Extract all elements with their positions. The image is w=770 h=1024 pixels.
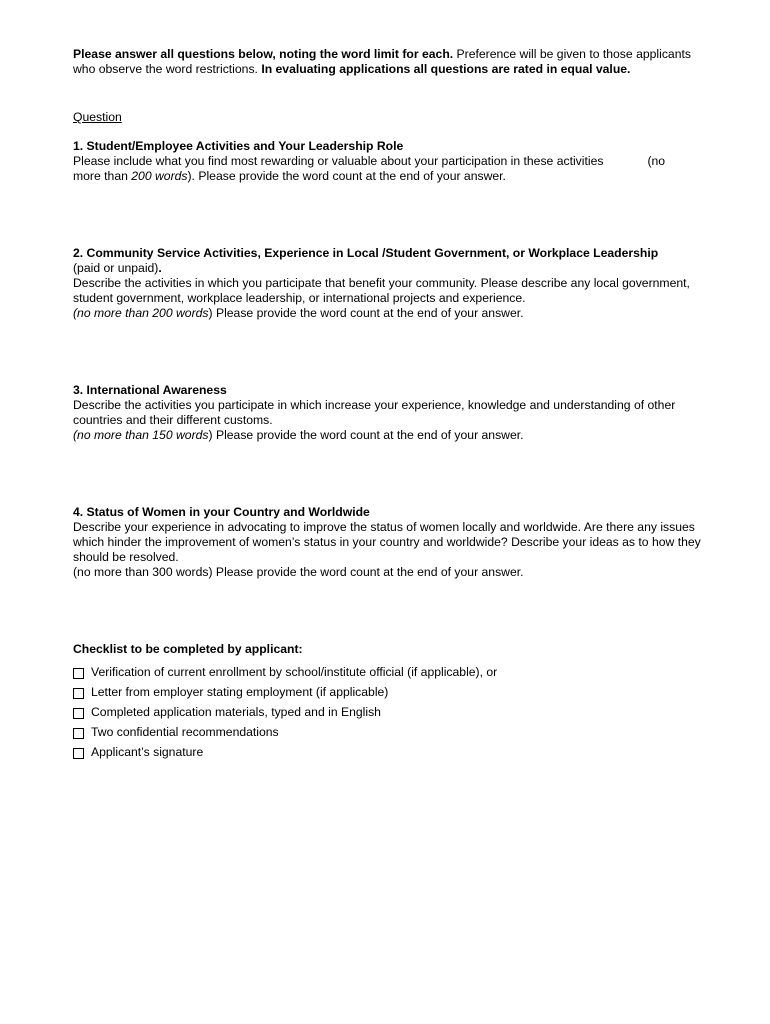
checkbox-icon[interactable] [73,728,84,739]
intro-paragraph [73,47,713,77]
question-2-subtitle: (paid or unpaid) [73,261,159,275]
checklist-item-label: Applicant’s signature [91,745,204,759]
intro-bold-lead: Please answer all questions below, noting the word limit for each. [73,47,454,61]
question-1 [73,139,713,184]
checklist-item-employer-letter [73,685,713,705]
question-2-word-limit: 200 words [152,306,209,320]
question-3-word-limit: 150 words [152,428,209,442]
question-1-word-limit: 200 words [131,169,188,183]
checklist-title: Checklist to be completed by applicant: [73,642,303,656]
question-1-title: 1. Student/Employee Activities and Your Leadership Role [73,139,404,153]
question-2 [73,246,713,321]
question-3-limit-post: ) Please provide the word count at the end of your answer. [208,428,524,442]
question-2-description: Describe the activities in which you participate that benefit your community. Please describe any local government, student government, workplace leadership, or international projects and experience. [73,276,690,305]
checklist-item-enrollment [73,665,713,685]
question-4-title: 4. Status of Women in your Country and Worldwide [73,505,370,519]
checklist-item-label: Completed application materials, typed and in English [91,705,381,719]
checklist-item-application-materials [73,705,713,725]
checkbox-icon[interactable] [73,748,84,759]
intro-normal: Preference will be given to those applicants who observe the word restrictions. [73,47,691,76]
checklist-section [73,642,713,765]
question-3 [73,383,713,443]
question-2-limit-pre: (no more than [73,306,153,320]
intro-bold-tail: In evaluating applications all questions are rated in equal value. [261,62,631,76]
checklist-item-signature [73,745,713,765]
question-4 [73,505,713,580]
checkbox-icon[interactable] [73,708,84,719]
checklist-item-label: Two confidential recommendations [91,725,279,739]
question-3-description: Describe the activities you participate in which increase your experience, knowledge and understanding of other countries and their different customs. [73,398,676,427]
checklist-item-label: Verification of current enrollment by school/institute official (if applicable), or [91,665,498,679]
question-4-description: Describe your experience in advocating to improve the status of women locally and worldwide. Are there any issues which hinder the improvement of women’s status in your country and worldwide? Describe your ideas as to how they should be resolved. [73,520,701,564]
question-1-line2-pre: more than [73,169,132,183]
question-3-limit-pre: (no more than [73,428,153,442]
question-1-paren-open: (no [647,154,666,168]
checklist-item-recommendations [73,725,713,745]
question-2-title: 2. Community Service Activities, Experience in Local /Student Government, or Workplace Leadership [73,246,659,260]
question-heading-block [73,110,713,125]
question-4-limit: (no more than 300 words) Please provide the word count at the end of your answer. [73,565,524,579]
checkbox-icon[interactable] [73,688,84,699]
question-2-limit-post: ) Please provide the word count at the end of your answer. [208,306,524,320]
checklist-item-label: Letter from employer stating employment (if applicable) [91,685,389,699]
question-heading: Question [73,110,122,124]
question-3-title: 3. International Awareness [73,383,227,397]
question-2-subtitle-period: . [158,261,162,275]
checkbox-icon[interactable] [73,668,84,679]
checklist-items [73,665,713,765]
question-1-line2-post: ). Please provide the word count at the end of your answer. [187,169,506,183]
question-1-line1: Please include what you find most rewarding or valuable about your participation in these activities [73,154,604,168]
